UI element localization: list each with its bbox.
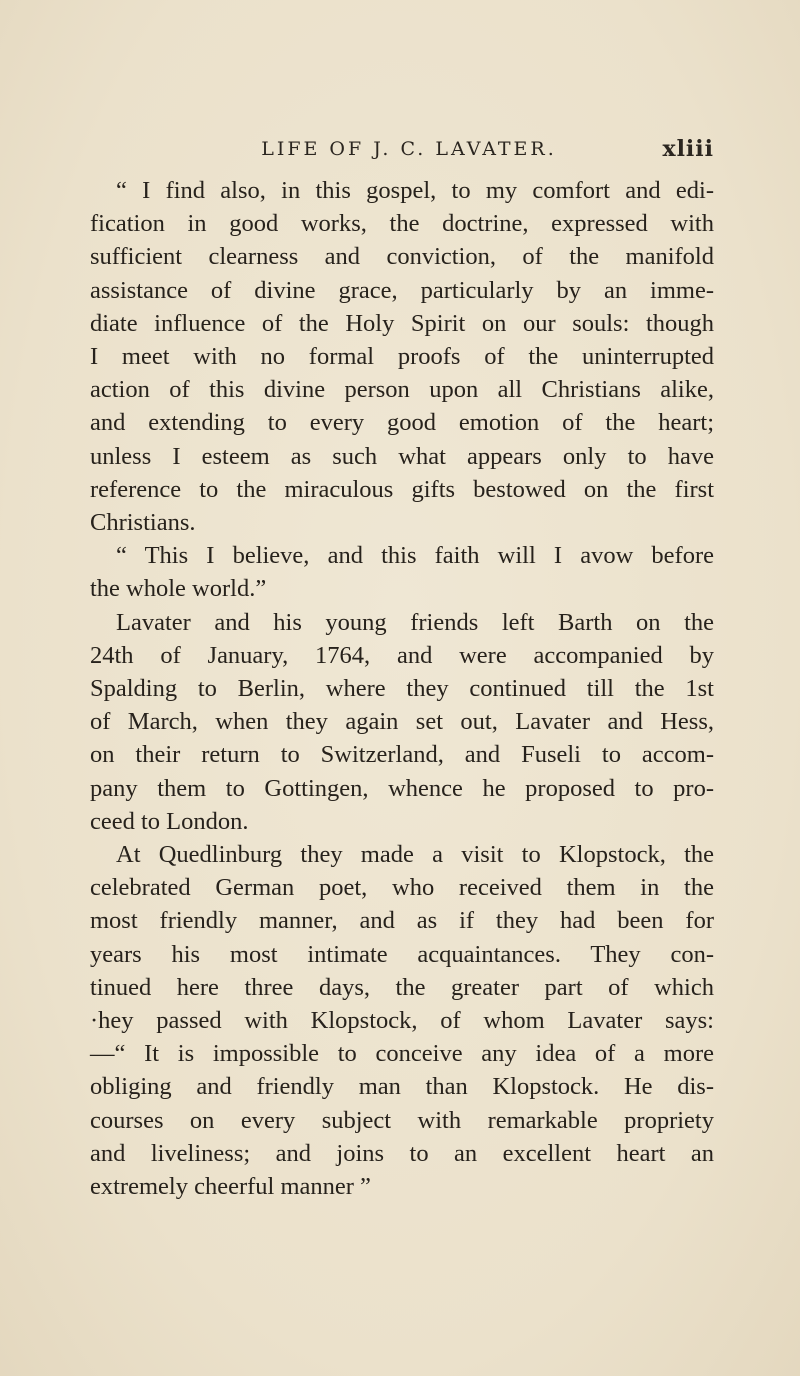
text-line: “ This I believe, and this faith will I avow before [116,542,714,570]
text-line: on their return to Switzerland, and Fuseli to accom- [90,741,714,769]
text-line: I meet with no formal proofs of the uninterrupted [90,343,714,371]
running-title: LIFE OF J. C. LAVATER. [261,138,557,160]
text-line: 24th of January, 1764, and were accompanied by [90,641,714,669]
text-line: and extending to every good emotion of the heart; [90,409,714,437]
text-line: extremely cheerful manner ” [90,1173,371,1201]
text-line: assistance of divine grace, particularly by an imme- [90,276,714,304]
paragraph [90,606,714,838]
text-line: Christians. [90,509,196,537]
text-line: years his most intimate acquaintances. They con- [90,940,714,968]
text-line: of March, when they again set out, Lavater and Hess, [90,708,714,736]
text-line: obliging and friendly man than Klopstock. He dis- [90,1073,714,1101]
text-line: diate influence of the Holy Spirit on our souls: though [90,309,714,337]
text-line: celebrated German poet, who received them in the [90,874,714,902]
text-line: pany them to Gottingen, whence he proposed to pro- [90,774,714,802]
text-line: sufficient clearness and conviction, of the manifold [90,243,714,271]
text-line: Lavater and his young friends left Barth on the [116,608,714,636]
text-line: ceed to London. [90,807,249,835]
text-line: “ I find also, in this gospel, to my comfort and edi- [116,177,714,204]
text-line: ·hey passed with Klopstock, of whom Lavater says: [90,1007,714,1035]
page-header [104,136,714,166]
text-line: courses on every subject with remarkable propriety [90,1106,714,1134]
text-line: reference to the miraculous gifts bestowed on the first [90,475,714,503]
text-line: action of this divine person upon all Christians alike, [90,376,714,404]
body-text [90,174,714,1203]
text-line: Spalding to Berlin, where they continued till the 1st [90,675,714,703]
text-line: fication in good works, the doctrine, expressed with [90,210,714,238]
page-number: xliii [662,136,714,162]
paragraph [90,174,714,539]
text-line: unless I esteem as such what appears only to have [90,442,714,470]
text-line: most friendly manner, and as if they had been for [90,907,714,935]
text-line: —“ It is impossible to conceive any idea of a more [90,1040,714,1068]
text-line: and liveliness; and joins to an excellent heart an [90,1139,714,1167]
text-line: tinued here three days, the greater part of which [90,973,714,1001]
paragraph [90,838,714,1203]
text-line: the whole world.” [90,575,267,603]
text-line: At Quedlinburg they made a visit to Klopstock, the [116,841,714,869]
paragraph [90,539,714,605]
